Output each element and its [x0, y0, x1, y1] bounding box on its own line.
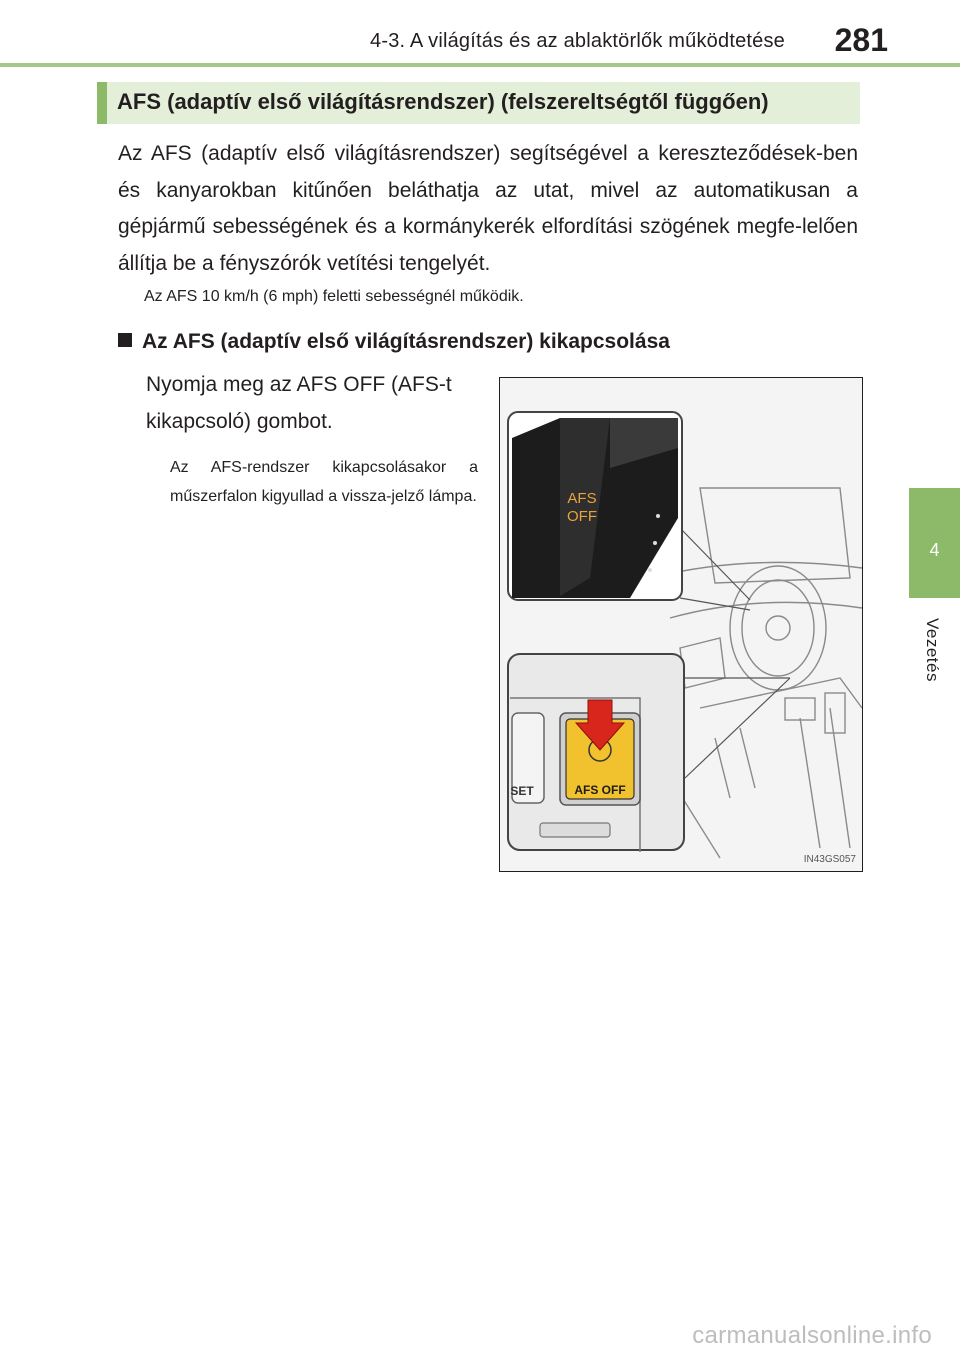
instruction-note: Az AFS-rendszer kikapcsolásakor a műszerfalon kigyullad a vissza-jelző lámpa. — [170, 459, 478, 505]
page-number: 281 — [834, 22, 888, 58]
subsection-title: Az AFS (adaptív első világításrendszer) kikapcsolása — [142, 330, 670, 353]
square-bullet-icon — [118, 333, 132, 347]
button-inset — [508, 654, 684, 852]
chapter-label: Vezetés — [923, 618, 942, 682]
indicator-text-afs: AFS — [567, 490, 597, 507]
section-title: AFS (adaptív első világításrendszer) (felszereltségtől függően) — [117, 89, 769, 114]
chapter-number: 4 — [929, 540, 940, 560]
figure-code: IN43GS057 — [803, 854, 856, 865]
header-rule — [0, 63, 960, 67]
instruction-text: Nyomja meg az AFS OFF (AFS-t kikapcsoló) gombot. — [146, 373, 452, 433]
chapter-tab[interactable] — [909, 488, 960, 598]
watermark: carmanualsonline.info — [692, 1322, 932, 1349]
subsection-heading — [118, 330, 670, 354]
afs-off-button-label: AFS OFF — [574, 783, 626, 797]
indicator-text-off: OFF — [567, 508, 597, 525]
section-heading — [97, 82, 860, 124]
set-button-label: SET — [510, 784, 534, 798]
afs-figure — [499, 377, 863, 872]
section-heading-bar — [97, 82, 107, 124]
speed-note: Az AFS 10 km/h (6 mph) feletti sebességnél működik. — [144, 288, 524, 305]
header-title: 4-3. A világítás és az ablaktörlők működtetése — [370, 30, 785, 52]
intro-paragraph: Az AFS (adaptív első világításrendszer) segítségével a kereszteződések-ben és kanyarokban kitűnően beláthatja az utat, mivel az automatikusan a gépjármű sebességének és a kormánykerék elfordítási szögének megfe-lelően állítja be a fényszórók vetítési tengelyét. — [118, 142, 858, 275]
